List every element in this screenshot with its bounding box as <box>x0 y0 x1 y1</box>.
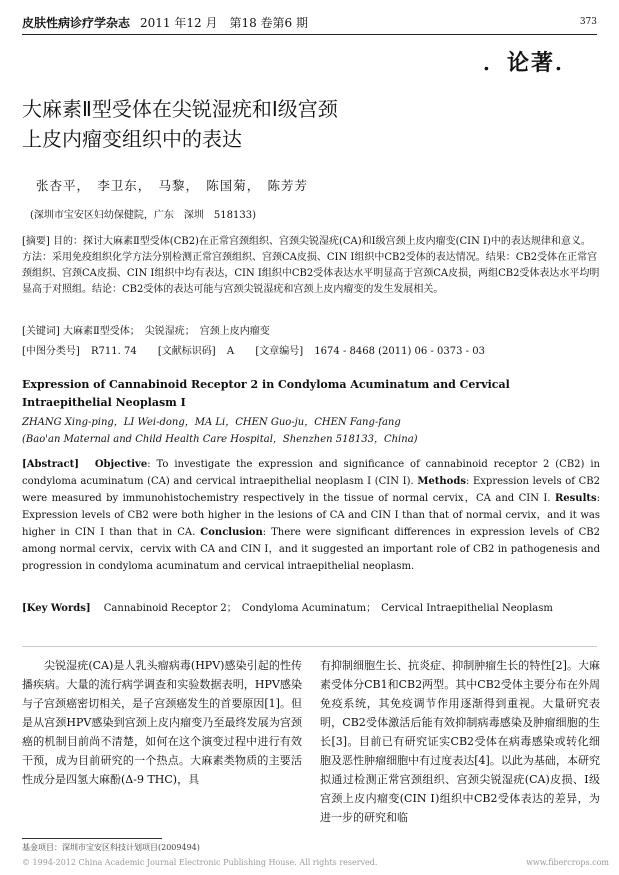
conclusion-label: Conclusion <box>200 527 263 538</box>
copyright-line: © 1994-2012 China Academic Journal Electronic Publishing House. All rights reserved. <box>22 858 378 867</box>
affiliation: (深圳市宝安区妇幼保健院，广东 深圳 518133) <box>30 210 256 221</box>
art-label: [文章编号] <box>255 346 304 357</box>
issue-info: 2011 年12 月 第18 卷第6 期 <box>140 16 308 30</box>
keywords-cn-label: [关键词] <box>22 326 60 337</box>
conclusion-text: : There were significant differences in expression levels of CB2 among normal cervix，cervix with CA and CIN I，and it suggested an important role of CB2 in pathogenesis and progression in condyloma acuminatum and cervical intraepithelial neoplasm. <box>22 527 600 572</box>
header-rule <box>22 34 597 35</box>
abstract-cn-label: [摘要] <box>22 236 50 247</box>
abstract-cn <box>22 234 600 298</box>
objective-label: Objective <box>94 459 148 470</box>
body-right-text: 有抑制细胞生长、抗炎症、抑制肿瘤生长的特性[2]。大麻素受体分CB1和CB2两型。其中CB2受体主要分布在外周免疫系统，其免疫调节作用逐渐得到重视。大量研究表明，CB2受体激活后能有效抑制病毒感染及肿瘤细胞的生长[3]。目前已有研究证实CB2受体在病毒感染或转化细胞及恶性肿瘤细胞中有过度表达[4]。以此为基础，本研究拟通过检测正常宫颈组织、宫颈尖锐湿疣(CA)皮损、Ⅰ级宫颈上皮内瘤变(CIN Ⅰ)组织中CB2受体表达的差异，为进一步的研究和临 <box>320 659 600 824</box>
english-title: Expression of Cannabinoid Receptor 2 in Condyloma Acuminatum and Cervical Intraepithelial Neoplasm I <box>22 378 510 409</box>
classification-line <box>22 342 600 357</box>
key-words-label: [Key Words] <box>22 603 91 614</box>
english-authors: ZHANG Xing-ping，LI Wei-dong，MA Li，CHEN Guo-ju，CHEN Fang-fang <box>22 417 401 428</box>
methods-label: Methods <box>417 476 466 487</box>
keywords-cn-text: 大麻素Ⅱ型受体； 尖锐湿疣； 宫颈上皮内瘤变 <box>63 326 270 337</box>
authors: 张杏平， 李卫东， 马黎， 陈国菊， 陈芳芳 <box>36 178 309 193</box>
english-abstract <box>22 456 600 575</box>
journal-name: 皮肤性病诊疗学杂志 <box>22 16 131 30</box>
page-number: 373 <box>579 17 597 27</box>
footnote-rule <box>22 838 162 839</box>
body-column-left <box>22 656 302 789</box>
footnote: 基金项目：深圳市宝安区科技计划项目(2009494) <box>22 843 200 852</box>
results-text: : Expression levels of CB2 were both higher in the lesions of CA and CIN I than that of normal cervix，and it was higher in CIN I than that in CA. <box>22 493 600 538</box>
body-column-right <box>320 656 600 827</box>
objective-text: : To investigate the expression and significance of cannabinoid receptor 2 (CB2) in condyloma acuminatum (CA) and cervical intraepithelial neoplasm I (CIN I). <box>22 459 600 487</box>
english-keywords <box>22 600 600 617</box>
watermark: www.fibercrops.com <box>526 858 609 867</box>
section-label: ．论著． <box>482 51 579 76</box>
english-authors-block <box>22 414 600 448</box>
clc-value: R711. 74 <box>91 346 137 357</box>
results-label: Results <box>555 493 597 504</box>
clc-label: [中图分类号] <box>22 346 80 357</box>
abstract-cn-text: 目的：探讨大麻素Ⅱ型受体(CB2)在正常宫颈组织、宫颈尖锐湿疣(CA)和Ⅰ级宫颈上皮内瘤变(CIN Ⅰ)中的表达规律和意义。方法：采用免疫组织化学方法分别检测正常宫颈组织、宫颈CA皮损、CIN Ⅰ组织中CB2受体的表达情况。结果：CB2受体在正常宫颈组织、宫颈CA皮损、CIN Ⅰ组织中均有表达，CIN Ⅰ组织中CB2受体表达水平明显高于宫颈CA皮损，两组CB2受体表达水平均明显高于对照组。结论：CB2受体的表达可能与宫颈尖锐湿疣和宫颈上皮内瘤变的发生发展相关。 <box>22 236 600 295</box>
art-value: 1674 - 8468 (2011) 06 - 0373 - 03 <box>314 346 485 357</box>
section-divider <box>22 646 597 647</box>
key-words-text: Cannabinoid Receptor 2； Condyloma Acuminatum； Cervical Intraepithelial Neoplasm <box>103 603 553 614</box>
doc-value: A <box>226 346 235 357</box>
body-left-text: 尖锐湿疣(CA)是人乳头瘤病毒(HPV)感染引起的性传播疾病。大量的流行病学调查和实验数据表明，HPV感染与子宫颈癌密切相关，是子宫颈癌发生的首要原因[1]。但是从宫颈HPV感染到宫颈上皮内瘤变乃至最终发展为宫颈癌的机制目前尚不清楚，如何在这个演变过程中进行有效干预，成为目前研究的一个热点。大麻素类物质的主要活性成分是四氢大麻酚(Δ-9 THC)，具 <box>22 659 302 786</box>
article-title <box>22 94 482 154</box>
doc-label: [文献标识码] <box>157 346 216 357</box>
abstract-label: [Abstract] <box>22 459 79 470</box>
keywords-cn <box>22 322 600 337</box>
title-line-1: 大麻素Ⅱ型受体在尖锐湿疣和Ⅰ级宫颈 <box>22 97 338 121</box>
title-line-2: 上皮内瘤变组织中的表达 <box>22 127 242 151</box>
methods-text: : Expression levels of CB2 were measured by immunohistochemistry respectively in the tissue of normal cervix，CA and CIN I. <box>22 476 600 504</box>
running-header <box>22 14 597 34</box>
english-affiliation: (Bao'an Maternal and Child Health Care Hospital，Shenzhen 518133，China) <box>22 434 418 445</box>
